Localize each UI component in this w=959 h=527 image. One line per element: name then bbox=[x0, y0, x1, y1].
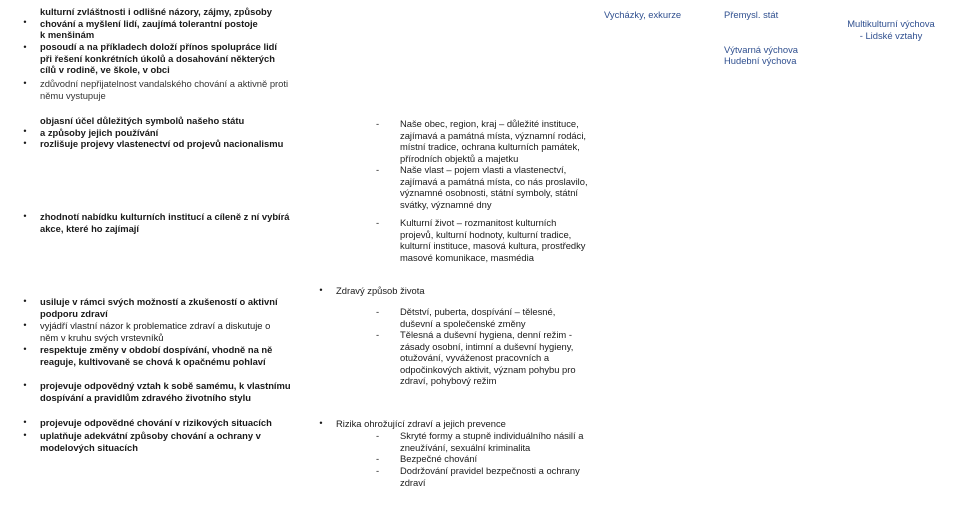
outcome-line: respektuje změny v období dospívání, vhodně na ně bbox=[40, 344, 273, 355]
bullet-icon: • bbox=[23, 42, 27, 52]
outcome-line: něm v kruhu svých vrstevníků bbox=[40, 331, 164, 343]
dash-marker: - bbox=[376, 306, 380, 317]
content-line: Dětství, puberta, dospívání – tělesné, bbox=[400, 306, 556, 317]
outcome-line: objasní účel důležitých symbolů našeho státu bbox=[40, 115, 245, 126]
content-line: zneužívání, sexuální kriminalita bbox=[400, 441, 531, 453]
content-line: místní tradice, ochrana kulturních památek, bbox=[400, 141, 580, 152]
dash-marker: - bbox=[376, 329, 380, 340]
theme-line: - Lidské vztahy bbox=[859, 29, 923, 41]
outcome-line: zhodnotí nabídku kulturních institucí a cíleně z ní vybírá bbox=[40, 211, 290, 222]
bullet-icon: • bbox=[319, 418, 323, 428]
bullet-icon: • bbox=[23, 320, 27, 330]
outcome-line: k menšinám bbox=[40, 29, 95, 40]
content-line: Kulturní život – rozmanitost kulturních bbox=[400, 217, 557, 228]
content-line: Dodržování pravidel bezpečnosti a ochrany bbox=[400, 465, 580, 476]
content-line: Naše vlast – pojem vlasti a vlastenectví, bbox=[400, 164, 567, 175]
crosscurricular-subject: Hudební výchova bbox=[724, 55, 797, 66]
bullet-icon: • bbox=[23, 126, 27, 136]
outcome-line: reaguje, kultivovaně se chová k opačnému pohlaví bbox=[40, 355, 266, 367]
content-line: otužování, vyváženost pracovních a bbox=[400, 352, 550, 363]
themes-cell bbox=[832, 18, 950, 41]
outcome-line: vyjádří vlastní názor k problematice zdraví a diskutuje o bbox=[40, 320, 271, 331]
outcome-line: zdůvodní nepřijatelnost vandalského chování a aktivně proti bbox=[40, 78, 289, 89]
content-line: duševní a společenské změny bbox=[400, 317, 526, 329]
content-line: významné osobnosti, státní symboly, státní bbox=[400, 187, 579, 198]
outcome-line: kulturní zvláštnosti i odlišné názory, zájmy, způsoby bbox=[40, 6, 272, 17]
dash-marker: - bbox=[376, 217, 380, 228]
bullet-icon: • bbox=[23, 78, 27, 88]
bullet-icon: • bbox=[23, 211, 27, 221]
content-line: odpočinkových aktivit, význam pohybu pro bbox=[400, 363, 576, 375]
outcome-line: němu vystupuje bbox=[40, 89, 106, 101]
content-head: Zdravý způsob života bbox=[336, 285, 425, 296]
crosscurricular-head: Přemysl. stát bbox=[724, 9, 779, 20]
content-head: Rizika ohrožující zdraví a jejich prevence bbox=[336, 418, 506, 429]
dash-marker: - bbox=[376, 164, 380, 175]
content-line: masové komunikace, masmédia bbox=[400, 251, 534, 263]
outcome-line: a způsoby jejich používání bbox=[40, 126, 159, 138]
bullet-icon: • bbox=[23, 380, 27, 390]
dash-marker: - bbox=[376, 453, 380, 464]
activities-cell: Vycházky, exkurze bbox=[604, 9, 682, 20]
outcome-line: posoudí a na příkladech doloží přínos spolupráce lidí bbox=[40, 41, 278, 52]
outcome-line: rozlišuje projevy vlastenectví od projevů nacionalismu bbox=[40, 138, 284, 149]
content-line: svátky, významné dny bbox=[400, 198, 492, 210]
crosscurricular-subject: Výtvarná výchova bbox=[724, 43, 798, 55]
bullet-icon: • bbox=[319, 285, 323, 295]
outcome-line: chování a myšlení lidí, zaujímá tolerantní postoje bbox=[40, 17, 258, 29]
content-line: zdraví, pohybový režim bbox=[400, 375, 497, 386]
dash-marker: - bbox=[376, 118, 380, 129]
outcome-line: akce, které ho zajímají bbox=[40, 222, 140, 234]
content-line: zajímavá a památná místa, co nás proslavilo, bbox=[400, 175, 588, 187]
bullet-icon: • bbox=[23, 17, 27, 27]
content-line: Skryté formy a stupně individuálního násilí a bbox=[400, 430, 584, 441]
dash-marker: - bbox=[376, 465, 380, 476]
bullet-icon: • bbox=[23, 296, 27, 306]
content-line: přírodních objektů a majetku bbox=[400, 152, 519, 164]
content-line: projevů, kulturní hodnoty, kulturní tradice, bbox=[400, 228, 572, 240]
bullet-icon: • bbox=[23, 344, 27, 354]
content-line: Bezpečné chování bbox=[400, 453, 478, 464]
theme-line: Multikulturní výchova bbox=[847, 18, 935, 29]
content-line: Tělesná a duševní hygiena, denní režim - bbox=[400, 329, 572, 340]
outcome-line: dospívání a pravidlům zdravého životního stylu bbox=[40, 391, 251, 403]
content-line: zdraví bbox=[400, 476, 426, 488]
content-line: zajímavá a památná místa, významní rodáci, bbox=[400, 129, 587, 141]
content-line: Naše obec, region, kraj – důležité instituce, bbox=[400, 118, 579, 129]
outcome-line: projevuje odpovědné chování v rizikových situacích bbox=[40, 417, 272, 428]
crosscurricular-cell bbox=[724, 9, 798, 67]
bullet-icon: • bbox=[23, 430, 27, 440]
outcome-line: usiluje v rámci svých možností a zkušeností o aktivní bbox=[40, 296, 278, 307]
outcome-line: podporu zdraví bbox=[40, 307, 108, 319]
outcome-line: cílů v rodině, ve škole, v obci bbox=[40, 64, 170, 75]
outcome-line: při řešení konkrétních úkolů a dosahování některých bbox=[40, 52, 275, 64]
content-line: kulturní instituce, masová kultura, prostředky bbox=[400, 240, 586, 251]
dash-marker: - bbox=[376, 430, 380, 441]
outcome-line: modelových situacích bbox=[40, 441, 138, 453]
bullet-icon: • bbox=[23, 417, 27, 427]
outcome-line: uplatňuje adekvátní způsoby chování a ochrany v bbox=[40, 430, 261, 441]
bullet-icon: • bbox=[23, 138, 27, 148]
outcome-line: projevuje odpovědný vztah k sobě samému, k vlastnímu bbox=[40, 380, 291, 391]
content-line: zásady osobní, intimní a duševní hygieny, bbox=[400, 340, 574, 352]
